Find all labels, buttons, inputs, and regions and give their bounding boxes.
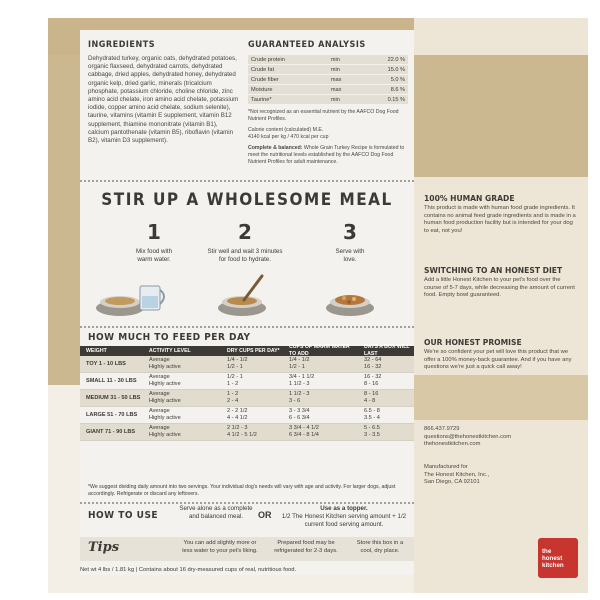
weight-cell: SMALL 11 - 30 LBS <box>86 378 137 384</box>
water-cell <box>283 408 358 422</box>
value: 2 - 4 <box>227 398 239 404</box>
promise-text: We're so confident your pet will love this product that we offer a 100% money-back guarantee. And if you have any questions we're just a quick call away! <box>424 349 572 371</box>
tip-item: Prepared food may be refrigerated for 2-3 days. <box>274 540 338 554</box>
guaranteed-analysis <box>248 40 408 166</box>
or-separator: OR <box>258 510 272 520</box>
days-cell <box>358 357 414 371</box>
manufactured-for: Manufactured for <box>424 464 468 470</box>
days-cell <box>358 374 414 388</box>
aafco-heading: Complete & balanced: <box>248 145 303 151</box>
table-row <box>80 424 414 441</box>
value: 16 - 32 <box>364 374 382 380</box>
activity-high: Highly active <box>149 398 181 404</box>
activity-high: Highly active <box>149 381 181 387</box>
table-row <box>248 75 408 85</box>
switching-section <box>424 266 576 300</box>
tip-item: You can add slightly more or less water to your pet's liking. <box>182 540 258 554</box>
column-header: DRY CUPS PER DAY* <box>227 347 280 354</box>
water-cell <box>283 374 358 388</box>
stir-title: STIR UP A WHOLESOME MEAL <box>101 190 393 210</box>
bowl-with-measuring-cup-icon <box>92 278 172 320</box>
activity-cell <box>143 374 221 388</box>
table-row <box>248 65 408 75</box>
aafco-statement <box>248 145 408 166</box>
step-3 <box>300 220 400 264</box>
value: 3 - 3 3/4 <box>289 408 310 414</box>
use-alone-text: Serve alone as a complete and balanced meal. <box>179 505 253 520</box>
right-tan-strip <box>414 375 588 420</box>
nutrient-qualifier: max <box>328 85 361 95</box>
value: 32 - 64 <box>364 357 382 363</box>
activity-average: Average <box>149 374 170 380</box>
dotted-divider <box>80 502 414 504</box>
ingredients-title: INGREDIENTS <box>88 40 156 50</box>
activity-high: Highly active <box>149 415 181 421</box>
value: 3 3/4 - 4 1/2 <box>289 425 319 431</box>
column-header: WEIGHT <box>86 348 107 354</box>
value: 1 - 2 <box>227 391 239 397</box>
nutrient-value: 0.15 % <box>361 95 408 105</box>
value: 4 - 4 1/2 <box>227 415 248 421</box>
value: 3.5 - 4 <box>364 415 380 421</box>
value: 1 - 2 <box>227 381 239 387</box>
days-cell <box>358 425 414 439</box>
value: 8 - 16 <box>364 391 379 397</box>
left-tan-block <box>48 55 80 385</box>
value: 16 - 32 <box>364 364 382 370</box>
analysis-title: GUARANTEED ANALYSIS <box>248 40 366 50</box>
days-cell <box>358 391 414 405</box>
calorie-label: Calorie content (calculated) M.E. <box>248 127 324 133</box>
table-row <box>248 55 408 65</box>
value: 1/4 - 1/2 <box>227 357 248 363</box>
step-2 <box>195 220 295 264</box>
weight-cell: LARGE 51 - 70 LBS <box>86 412 138 418</box>
feeding-title: HOW MUCH TO FEED PER DAY <box>88 332 251 343</box>
step-text: Stir well and wait 3 minutes for food to hydrate. <box>207 248 283 263</box>
activity-high: Highly active <box>149 432 181 438</box>
feeding-footnote: *We suggest dividing daily amount into two servings. Your individual dog's needs will vary with age and activity. For larger dogs, adjust accordingly. Refrigerate or discard any leftovers. <box>88 484 396 497</box>
value: 1/2 - 1 <box>289 364 305 370</box>
step-1 <box>104 220 204 264</box>
phone-number: 866.437.9729 <box>424 426 460 432</box>
weight-cell: GIANT 71 - 90 LBS <box>86 429 136 435</box>
analysis-footnote: *Not recognized as an essential nutrient by the AAFCO Dog Food Nutrient Profiles. <box>248 109 399 122</box>
logo-text: honest <box>542 555 563 562</box>
column-header: CUPS OF WARM WATER TO ADD <box>289 344 350 357</box>
value: 8 - 16 <box>364 381 379 387</box>
nutrient-name: Moisture <box>248 85 328 95</box>
bowl-stirring-icon <box>214 272 274 320</box>
value: 4 - 8 <box>364 398 376 404</box>
table-row <box>248 85 408 95</box>
nutrient-qualifier: min <box>328 65 361 75</box>
value: 1 1/2 - 3 <box>289 391 310 397</box>
table-row <box>80 373 414 390</box>
value: 6 3/4 - 8 1/4 <box>289 432 319 438</box>
promise-section <box>424 338 576 372</box>
value: 1 1/2 - 3 <box>289 381 310 387</box>
dry-cups-cell <box>221 374 283 388</box>
value: 1/2 - 1 <box>227 364 243 370</box>
logo-text: kitchen <box>542 562 564 569</box>
value: 3 - 3.5 <box>364 432 380 438</box>
calorie-content: 4140 kcal per kg / 470 kcal per cup <box>248 134 329 140</box>
weight-cell: TOY 1 - 10 LBS <box>86 361 126 367</box>
right-tan-block <box>414 55 588 177</box>
table-row <box>80 407 414 424</box>
dotted-divider <box>80 180 414 182</box>
ingredients-text: Dehydrated turkey, organic oats, dehydrated potatoes, organic flaxseed, dehydrated carrots, dehydrated cabbage, dried apples, dehydrated honey, dehydrated organic kelp, dried garlic, minerals (tricalcium phosphate, potassium chloride, choline chloride, zinc amino acid chelate, iron amino acid chelate, potassium iodide, copper amino acid chelate, sodium selenite), taurine, vitamins (vitamin E supplement, vitamin B12 supplement, thiamine mononitrate (vitamin B1), calcium pantothenate (vitamin B5), riboflavin (vitamin B2), vitamin D3 supplement). <box>88 55 239 145</box>
value: 1/4 - 1/2 <box>289 357 310 363</box>
activity-cell <box>143 357 221 371</box>
human-grade-section <box>424 194 576 235</box>
water-cell <box>283 391 358 405</box>
topper-heading: Use as a topper. <box>320 505 368 512</box>
value: 2 1/2 - 3 <box>227 425 248 431</box>
step-number: 2 <box>238 220 252 244</box>
company-name: The Honest Kitchen, Inc., <box>424 471 490 478</box>
table-row <box>248 95 408 105</box>
nutrient-qualifier: max <box>328 75 361 85</box>
water-cell <box>283 425 358 439</box>
dry-cups-cell <box>221 408 283 422</box>
activity-high: Highly active <box>149 364 181 370</box>
nutrient-value: 22.0 % <box>361 55 408 65</box>
nutrient-name: Crude fiber <box>248 75 328 85</box>
table-row <box>80 356 414 373</box>
value: 2 - 2 1/2 <box>227 408 248 414</box>
value: 4 1/2 - 5 1/2 <box>227 432 257 438</box>
nutrient-qualifier: min <box>328 95 361 105</box>
dry-cups-cell <box>221 391 283 405</box>
step-number: 1 <box>147 220 161 244</box>
topper-text: 1/2 The Honest Kitchen serving amount + 1/2 current food serving amount. <box>281 513 407 528</box>
promise-title: OUR HONEST PROMISE <box>424 338 522 347</box>
dry-cups-cell <box>221 425 283 439</box>
activity-average: Average <box>149 357 170 363</box>
tip-item: Store this box in a cool, dry place. <box>356 540 404 554</box>
company-city: San Diego, CA 92101 <box>424 479 480 486</box>
dotted-divider <box>80 326 414 328</box>
website: thehonestkitchen.com <box>424 441 481 448</box>
table-row <box>80 390 414 407</box>
nutrient-name: Crude fat <box>248 65 328 75</box>
nutrient-value: 5.0 % <box>361 75 408 85</box>
days-cell <box>358 408 414 422</box>
water-cell <box>283 357 358 371</box>
human-grade-title: 100% HUMAN GRADE <box>424 194 515 203</box>
switching-text: Add a little Honest Kitchen to your pet's food over the course of 5-7 days, while decreasing the amount of current food. Empty bowl guaranteed. <box>424 277 575 299</box>
activity-average: Average <box>149 408 170 414</box>
nutrient-qualifier: min <box>328 55 361 65</box>
aafco-text: Whole Grain Turkey Recipe is formulated to meet the nutritional levels established by the AAFCO Dog Food Nutrient Profiles for adult maintenance. <box>248 145 405 165</box>
nutrient-name: Taurine* <box>248 95 328 105</box>
how-to-use-title: HOW TO USE <box>88 510 159 521</box>
activity-average: Average <box>149 391 170 397</box>
contact-section <box>424 426 576 449</box>
value: 3/4 - 1 1/2 <box>289 374 315 380</box>
manufacturer-section <box>424 464 576 487</box>
human-grade-text: This product is made with human food grade ingredients. It contains no animal feed grade ingredients and is made in a human food production facility but is intended for your dog to eat, not you! <box>424 205 576 234</box>
net-weight: Net wt 4 lbs / 1.81 kg | Contains about 16 dry-measured cups of real, nutritious food. <box>80 567 297 573</box>
activity-cell <box>143 425 221 439</box>
ingredients-section <box>88 40 240 145</box>
value: 6 - 6 3/4 <box>289 415 310 421</box>
step-text: Serve with love. <box>335 248 365 263</box>
tips-label: Tips <box>88 540 120 555</box>
weight-cell: MEDIUM 31 - 50 LBS <box>86 395 141 401</box>
value: 6.5 - 8 <box>364 408 380 414</box>
step-text: Mix food with warm water. <box>135 248 173 263</box>
logo-text: the <box>542 548 552 555</box>
nutrient-value: 15.0 % <box>361 65 408 75</box>
feeding-table <box>80 346 414 441</box>
value: 1/2 - 1 <box>227 374 243 380</box>
nutrient-name: Crude protein <box>248 55 328 65</box>
activity-cell <box>143 408 221 422</box>
column-header: ACTIVITY LEVEL <box>149 347 191 354</box>
bowl-served-icon <box>322 272 382 320</box>
dry-cups-cell <box>221 357 283 371</box>
use-as-topper <box>280 505 408 529</box>
value: 3 - 6 <box>289 398 301 404</box>
brand-logo <box>538 538 578 578</box>
analysis-table <box>248 55 408 105</box>
email-address: questions@thehonestkitchen.com <box>424 433 512 440</box>
activity-cell <box>143 391 221 405</box>
column-header: DAYS A BOX WILL LAST <box>364 344 410 357</box>
step-number: 3 <box>343 220 357 244</box>
nutrient-value: 8.6 % <box>361 85 408 95</box>
activity-average: Average <box>149 425 170 431</box>
switching-title: SWITCHING TO AN HONEST DIET <box>424 266 563 275</box>
value: 5 - 6.5 <box>364 425 380 431</box>
table-header <box>80 346 414 356</box>
